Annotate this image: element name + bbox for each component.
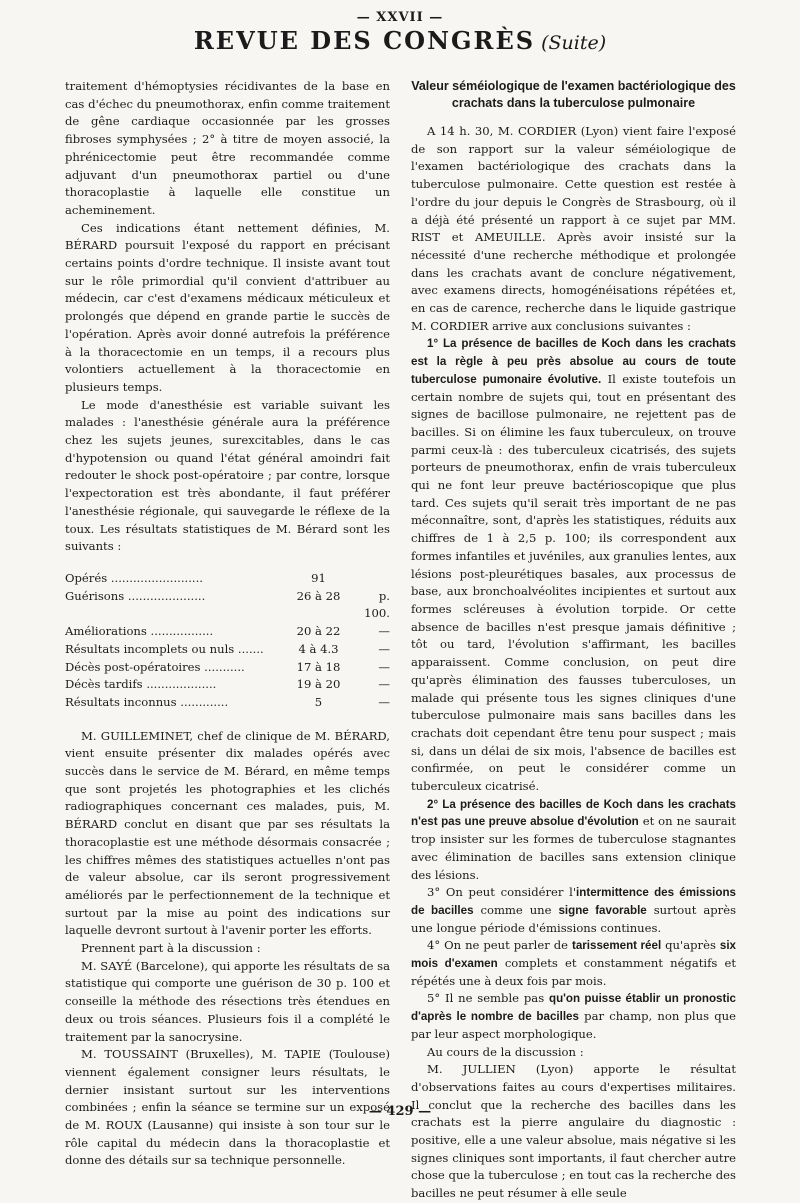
stats-label: Décès tardifs ................... (65, 677, 217, 692)
running-title (0, 26, 800, 55)
conclusion-5-a: 5° Il ne semble pas (427, 991, 545, 1006)
stats-label: Résultats incomplets ou nuls ....... (65, 641, 264, 656)
stats-unit: — (378, 624, 390, 639)
stats-unit: — (378, 677, 390, 692)
stats-label: Résultats inconnus ............. (65, 694, 229, 709)
stats-value: 17 à 18 (296, 659, 341, 674)
running-title-suite: (Suite) (541, 32, 607, 54)
left-column (65, 78, 390, 1170)
left-paragraph-2: Ces indications étant nettement définies, M. BÉRARD poursuit l'exposé du rapport en précisant certains points d'ordre technique. Il insiste avant tout sur le rôle primordial qu'il convient d'attribuer au médecin, car c'est d'examens médicaux méticuleux et prolongés que dépend en grande partie le succès de l'opération. Après avoir donné autrefois la préférence à la thoracectomie en un temps, il a recours plus volontiers actuellement à la thoracectomie en plusieurs temps. (65, 220, 390, 394)
page-number: — 429 — (368, 1104, 432, 1119)
stats-value: 91 (311, 570, 326, 585)
conclusion-1 (411, 335, 736, 795)
stats-value: 4 à 4.3 (298, 641, 339, 656)
stats-label: Décès post-opératoires ........... (65, 659, 245, 674)
stats-value: 5 (314, 694, 323, 709)
left-paragraph-4: M. GUILLEMINET, chef de clinique de M. BÉRARD, vient ensuite présenter dix malades opérés avec succès dans le service de M. Bérard, en même temps que sont projetés les photographies et les clichés radiographiques concernant ces malades, puis, M. BÉRARD conclut en disant que par ses résultats la thoracoplastie est une méthode désormais consacrée ; les chiffres mêmes des statistiques actuelles n'ont pas de valeur absolue, car ils seront progressivement améliorés par le perfectionnement de la technique et surtout par la mise au point des indications sur laquelle devront surtout à l'avenir porter les efforts. (65, 728, 390, 938)
stats-unit: — (378, 641, 390, 656)
conclusion-3-b: comme une (480, 902, 552, 917)
stats-label: Opérés ......................... (65, 570, 203, 585)
article-title: Valeur séméiologique de l'examen bactériologique des crachats dans la tuberculose pulmonaire (411, 79, 736, 110)
conclusion-4 (411, 937, 736, 990)
stats-row (65, 588, 390, 623)
conclusion-1-bold: 1° La présence de bacilles de Koch dans les crachats est la règle à peu près absolue au cours de toute tuberculose pumonaire évolutive. (411, 337, 736, 386)
stats-label: Guérisons ..................... (65, 588, 206, 603)
conclusion-4-bold: tarissement réel (571, 939, 662, 953)
stats-unit: — (378, 694, 390, 709)
conclusion-5 (411, 990, 736, 1043)
conclusion-4-a: 4° On ne peut parler de (427, 938, 568, 953)
left-paragraph-3: Le mode d'anesthésie est variable suivant les malades : l'anesthésie générale aura la préférence chez les sujets jeunes, surexcitables, dans le cas d'hypotension ou quand l'état général amoindri fait redouter le shock post-opératoire ; par contre, lorsque l'expectoration est très abondante, il faut préférer l'anesthésie régionale, qui sauvegarde le réflexe de la toux. Les résultats statistiques de M. Bérard sont les suivants : (65, 397, 390, 554)
stats-row (65, 623, 390, 641)
stats-row (65, 641, 390, 659)
left-paragraph-7: M. TOUSSAINT (Bruxelles), M. TAPIE (Toulouse) viennent également consigner leurs résultats, le dernier insistant surtout sur les interventions combinées ; enfin la séance se termine sur un exposé de M. ROUX (Lausanne) qui insiste à son tour sur le rôle capital du médecin dans la thoracoplastie et donne des détails sur sa technique personnelle. (65, 1047, 390, 1168)
stats-unit: — (378, 659, 390, 674)
conclusion-2 (411, 796, 736, 885)
conclusion-1-text: Il existe toutefois un certain nombre de sujets qui, tout en présentant des signes de bacillose pulmonaire, ne rejettent pas de bacilles. Si on élimine les faux tuberculeux, on trouve parmi ceux-là : des tuberculeux cicatrisés, des sujets porteurs de pneumothorax, enfin de vrais tuberculeux qui ne font leur preuve bactérioscopique que plus tard. Ces sujets qu'il serait très important de ne pas méconnaître, sont, d'après les statistiques, réduits aux chiffres de 1 à 2,5 p. 100; ils correspondent aux formes infantiles et juvéniles, aux granulies lentes, aux lésions post-pleurétiques basales, aux processus de base, aux bronchoalvéolites incipientes et surtout aux formes scléreuses à évolution torpide. Or cette absence de bacilles n'est presque jamais définitive ; tôt ou tard, l'évolution s'affirmant, les bacilles apparaissent. Comme conclusion, on peut dire qu'après élimination des fausses tuberculoses, un malade qui présente tous les signes cliniques d'une tuberculose pulmonaire mais sans bacilles dans les crachats doit cependant être tenu pour suspect ; mais si, dans un délai de six mois, l'absence de bacilles est confirmée, on peut le considérer comme un tuberculeux cicatrisé. (411, 371, 736, 794)
stats-row (65, 694, 390, 712)
conclusion-3-bold2: signe favorable (558, 903, 647, 917)
left-paragraph-6: M. SAYÉ (Barcelone), qui apporte les résultats de sa statistique qui comporte une guérison de 30 p. 100 et conseille la méthode des résections très étendues en deux ou trois séances. Plusieurs fois il a complété le traitement par la sanocrysine. (65, 958, 390, 1044)
stats-value: 26 à 28 (296, 588, 341, 603)
conclusion-4-c: complets et constamment négatifs et répétés une à deux fois par mois. (411, 956, 736, 988)
stats-unit: p. 100. (364, 588, 390, 621)
conclusion-2-bold: 2° La présence des bacilles de Koch dans les crachats n'est pas une preuve absolue d'évolution (411, 797, 736, 829)
right-paragraph-last: M. JULLIEN (Lyon) apporte le résultat d'observations faites au cours d'expertises militaires. Il conclut que la recherche des bacilles dans les crachats est la pierre angulaire du diagnostic : positive, elle a une valeur absolue, mais négative si les signes cliniques sont importants, il faut chercher autre chose que la tuberculose ; en tout cas la recherche des bacilles ne peut résumer à elle seule (411, 1062, 736, 1201)
left-paragraph-1: traitement d'hémoptysies récidivantes de la base en cas d'échec du pneumothorax, enfin comme traitement de gêne cardiaque occasionnée par les grosses fibroses symphysées ; 2° à titre de moyen associé, la phrénicectomie peut être recommandée comme adjuvant d'un pneumothorax partiel ou d'une thoracoplastie à laquelle elle constitue un acheminement. (65, 79, 390, 217)
right-paragraph-1: A 14 h. 30, M. CORDIER (Lyon) vient faire l'exposé de son rapport sur la valeur séméiologique de l'examen bactériologique des crachats dans la tuberculose pulmonaire. Cette question est restée à l'ordre du jour depuis le Congrès de Strasbourg, où il a déjà été présenté un rapport à ce sujet par MM. RIST et AMEUILLE. Après avoir insisté sur la nécessité d'une recherche méthodique et prolongée dans les crachats avant de conclure négativement, avec examens directs, homogénéisations répétées et, en cas de carence, recherche dans le liquide gastrique M. CORDIER arrive aux conclusions suivantes : (411, 124, 736, 333)
stats-row (65, 676, 390, 694)
stats-label: Améliorations ................. (65, 624, 214, 639)
conclusion-3 (411, 884, 736, 937)
stats-value: 20 à 22 (296, 624, 341, 639)
folio: — XXVII — (356, 10, 444, 25)
stats-row (65, 659, 390, 677)
stats-unit (360, 570, 390, 588)
conclusion-3-c: surtout après une longue période d'émissions continues. (411, 902, 737, 935)
stats-row (65, 570, 390, 588)
conclusion-4-b: qu'après (665, 938, 716, 953)
conclusion-2-text: et on ne saurait trop insister sur les formes de tuberculose stagnantes avec élimination de bacilles sans extension clinique des lésions. (411, 814, 736, 882)
conclusion-4-bold2: six mois d'examen (411, 939, 736, 971)
conclusion-5-bold: qu'on puisse établir un pronostic d'après le nombre de bacilles (411, 992, 736, 1024)
stats-value: 19 à 20 (296, 677, 341, 692)
conclusion-3-a: 3° On peut considérer l' (427, 885, 577, 900)
right-column (411, 78, 736, 1203)
statistics-table (65, 570, 390, 712)
conclusion-3-bold: intermittence des émissions de bacilles (411, 886, 736, 917)
conclusion-5-b: par champ, non plus que par leur aspect morphologique. (411, 1009, 736, 1041)
running-title-text: REVUE DES CONGRÈS (193, 26, 536, 55)
discussion-heading: Au cours de la discussion : (427, 1044, 584, 1059)
left-paragraph-5: Prennent part à la discussion : (81, 941, 261, 956)
